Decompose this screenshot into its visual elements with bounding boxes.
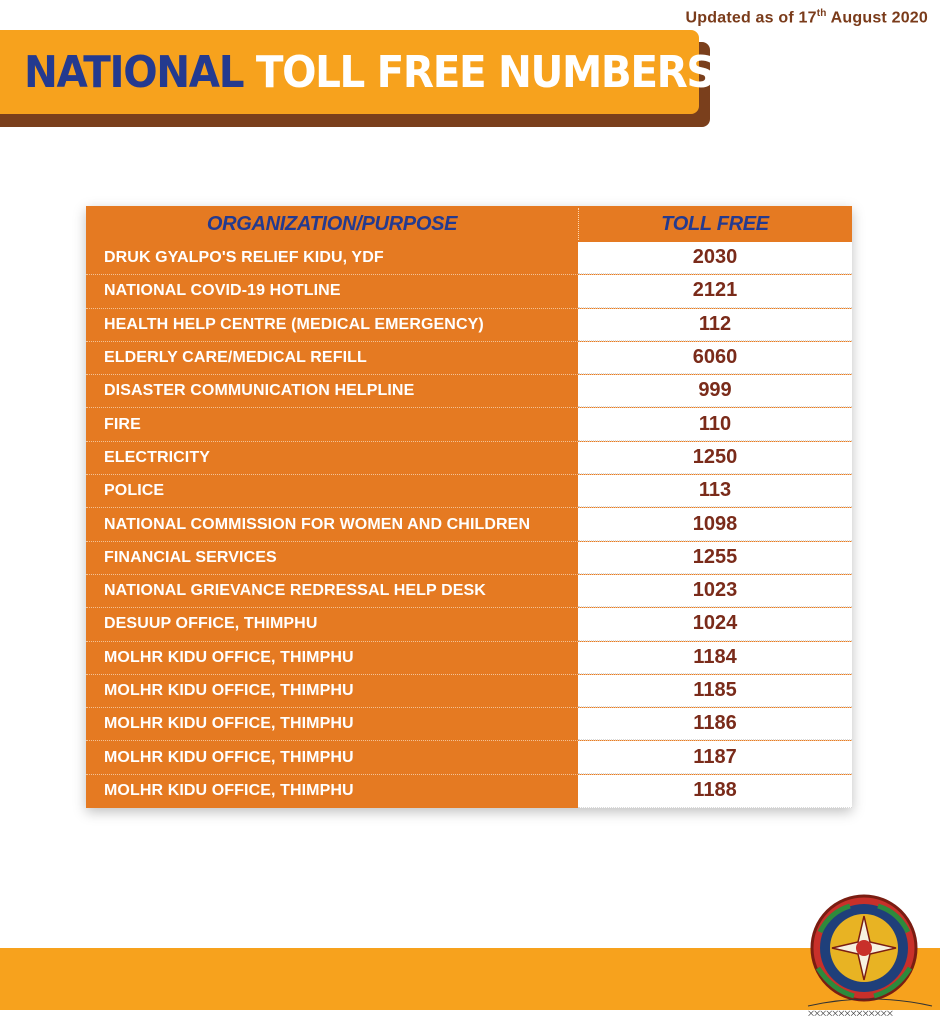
organization-cell: MOLHR KIDU OFFICE, THIMPHU [104, 782, 354, 800]
table-row [86, 442, 852, 475]
table-row [86, 375, 852, 408]
toll-free-number-cell: 110 [578, 408, 852, 440]
toll-free-number-cell: 1098 [578, 508, 852, 540]
table-row [86, 242, 852, 275]
updated-date [686, 8, 928, 27]
header-toll-free: TOLL FREE [661, 212, 769, 235]
toll-free-number-cell: 2121 [578, 275, 852, 307]
svg-text:྾྾྾྾྾྾྾྾྾྾྾྾྾྾: ྾྾྾྾྾྾྾྾྾྾྾྾྾྾ [808, 1009, 893, 1018]
table-row [86, 542, 852, 575]
toll-free-number-cell: 1023 [578, 575, 852, 607]
toll-free-number-cell: 2030 [578, 242, 852, 274]
toll-free-number-cell: 1024 [578, 608, 852, 640]
toll-free-number-cell: 999 [578, 375, 852, 407]
organization-cell: ELDERLY CARE/MEDICAL REFILL [104, 349, 367, 367]
footer-bar [0, 948, 940, 1010]
toll-free-number-cell: 1188 [578, 775, 852, 808]
organization-cell: POLICE [104, 482, 165, 500]
organization-cell: NATIONAL COVID-19 HOTLINE [104, 282, 341, 300]
table-row [86, 475, 852, 508]
toll-free-number-cell: 1185 [578, 675, 852, 707]
royal-emblem-icon [800, 892, 936, 1022]
table-row [86, 708, 852, 741]
organization-cell: NATIONAL COMMISSION FOR WOMEN AND CHILDREN [104, 515, 531, 533]
organization-cell: ELECTRICITY [104, 448, 210, 466]
organization-cell: MOLHR KIDU OFFICE, THIMPHU [104, 748, 354, 766]
organization-cell: NATIONAL GRIEVANCE REDRESSAL HELP DESK [104, 582, 486, 600]
table-row [86, 775, 852, 808]
title-word-national: NATIONAL [24, 46, 244, 98]
updated-prefix: Updated as of 17 [685, 9, 817, 27]
table-row [86, 309, 852, 342]
table-row [86, 741, 852, 774]
toll-free-number-cell: 1187 [578, 741, 852, 773]
title-word-toll-free: TOLL FREE NUMBERS [255, 46, 715, 98]
organization-cell: DRUK GYALPO'S RELIEF KIDU, YDF [104, 249, 384, 267]
table-row [86, 642, 852, 675]
organization-cell: FINANCIAL SERVICES [104, 548, 277, 566]
table-row [86, 342, 852, 375]
toll-free-number-cell: 1184 [578, 642, 852, 674]
page-title [24, 47, 714, 98]
header-organization: ORGANIZATION/PURPOSE [206, 212, 458, 235]
title-banner [0, 30, 715, 114]
organization-cell: FIRE [104, 415, 141, 433]
toll-free-number-cell: 6060 [578, 342, 852, 374]
organization-cell: DISASTER COMMUNICATION HELPLINE [104, 382, 415, 400]
table-header [86, 206, 852, 242]
header-divider [578, 208, 580, 240]
updated-sup: th [816, 8, 827, 19]
toll-free-number-cell: 1255 [578, 542, 852, 574]
organization-cell: MOLHR KIDU OFFICE, THIMPHU [104, 648, 354, 666]
organization-cell: DESUUP OFFICE, THIMPHU [104, 615, 318, 633]
organization-cell: MOLHR KIDU OFFICE, THIMPHU [104, 715, 354, 733]
table-row [86, 408, 852, 441]
toll-free-number-cell: 113 [578, 475, 852, 507]
table-body [86, 242, 852, 808]
toll-free-number-cell: 112 [578, 309, 852, 341]
toll-free-number-cell: 1250 [578, 442, 852, 474]
organization-cell: MOLHR KIDU OFFICE, THIMPHU [104, 682, 354, 699]
table-row [86, 675, 852, 708]
table-row [86, 275, 852, 308]
table-row [86, 575, 852, 608]
organization-cell: HEALTH HELP CENTRE (MEDICAL EMERGENCY) [104, 315, 484, 333]
toll-free-number-cell: 1186 [578, 708, 852, 740]
updated-suffix: August 2020 [826, 9, 928, 27]
table-row [86, 508, 852, 541]
table-row [86, 608, 852, 641]
toll-free-table [86, 206, 852, 808]
